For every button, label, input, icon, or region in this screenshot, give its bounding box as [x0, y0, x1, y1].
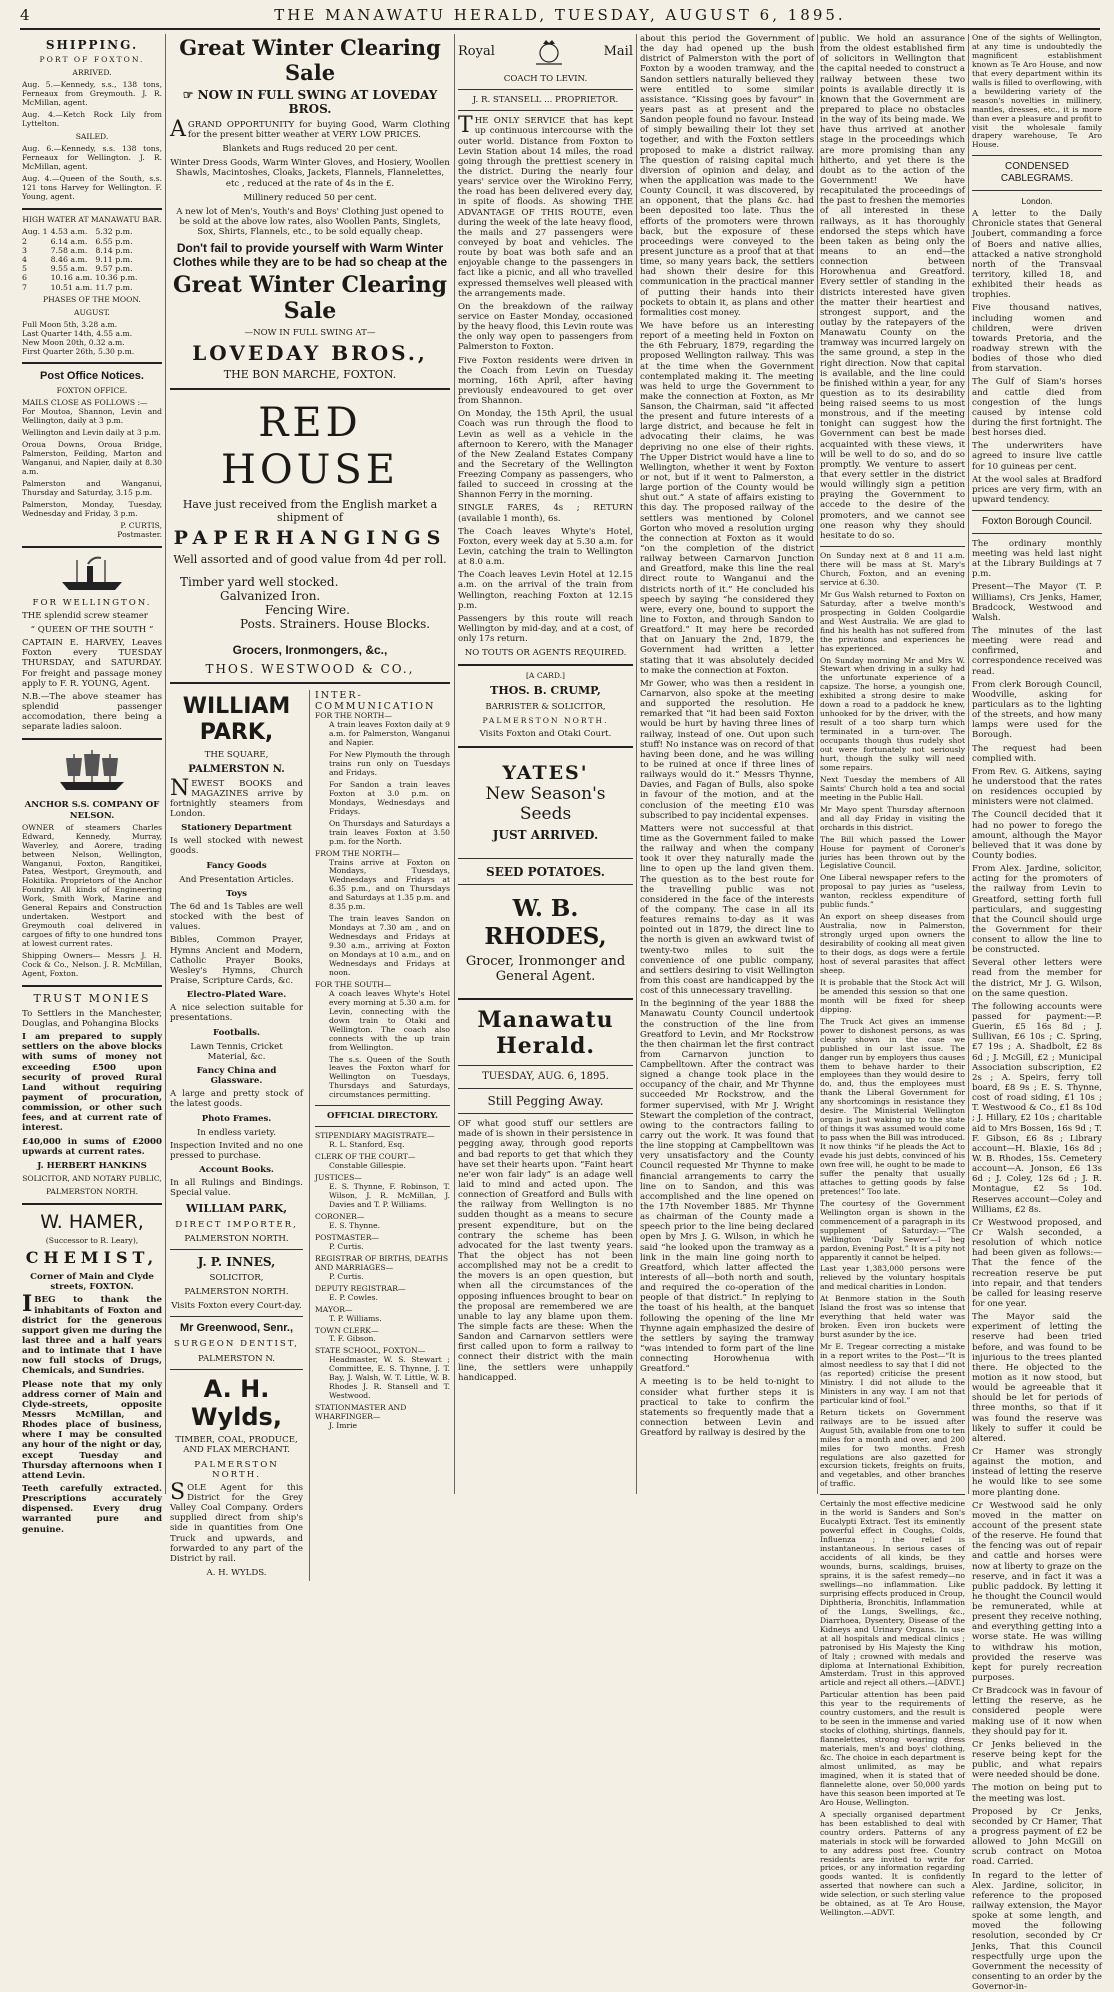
news-item: It is probable that the Stock Act will be amended this session so that one month will be fixed for sheep dipping.	[820, 977, 965, 1014]
trust-title: TRUST MONIES	[33, 991, 151, 1005]
red-house-line: Fencing Wire.	[265, 603, 350, 618]
divider	[458, 1113, 633, 1114]
post-office: FOXTON OFFICE.	[56, 386, 128, 396]
divider	[820, 546, 965, 547]
hankins-place: PALMERSTON NORTH.	[45, 1186, 139, 1196]
news-item: Return tickets on Government railways are to be issued after August 5th, available from one to ten miles for a month and over, and 200 miles for two months. Fresh regulations are also gazetted for excursion tickets, freights on fruits, and vegetables, and other branches of traffic.	[820, 1407, 965, 1489]
sale-line: Blankets and Rugs reduced 20 per cent.	[222, 144, 398, 155]
trust-body-3: £40,000 in sums of £2000 upwards at current rates.	[22, 1136, 162, 1157]
sailing-entry: Aug. 4.—Queen of the South, s.s. 121 tons Harvey for Wellington. F. Young, agent.	[22, 173, 162, 201]
park-section: Fancy Goods	[206, 860, 267, 871]
sale-title-2: Great Winter Clearing Sale	[173, 271, 447, 324]
divider	[315, 1126, 450, 1127]
table-row: 6 10.16 a.m. 10.36 p.m.	[22, 273, 138, 283]
news-item: On Sunday next at 8 and 11 a.m. there will be mass at St. Mary's Church, Foxton, and an evening service at 6.30.	[820, 551, 965, 587]
table-row: 2 6.14 a.m. 6.55 p.m.	[22, 236, 133, 246]
wellington-title: FOR WELLINGTON.	[32, 597, 152, 608]
news-item: The Bill which passed the Lower House for payment of Coroner's juries has been thrown out by the Legislative Council.	[820, 834, 965, 871]
park-section: Electro-Plated Ware.	[186, 990, 287, 1001]
directory-value: R. L. Stanford, Esq.	[329, 1140, 405, 1150]
sale-subtitle: ☞ NOW IN FULL SWING AT LOVEDAY BROS.	[182, 87, 438, 116]
divider	[22, 208, 162, 210]
masthead-title: THE MANAWATU HERALD, TUESDAY, AUGUST 6, 1895.	[274, 6, 846, 24]
park-text: Lawn Tennis, Cricket Material, &c.	[190, 1041, 283, 1062]
column-6	[972, 33, 1102, 1992]
red-house-title: RED HOUSE	[221, 400, 399, 494]
inter-entry: The train leaves Sandon on Mondays at 7.30 am , and on Wednesdays and Fridays at 9.30 a.m., arriving at Foxton on Mondays at 10 a.m., and on Wednesdays and Fridays at noon.	[329, 914, 450, 977]
herald-date: TUESDAY, AUG. 6, 1895.	[482, 1071, 609, 1083]
steamship-icon	[57, 554, 127, 594]
divider	[458, 664, 633, 666]
article-paragraph: In the beginning of the year 1888 the Manawatu County Council undertook the construction of the line from Greatford to Levin, and Mr Rockstrow the then chairman let the first contract from Carnarvon junction to Campbelltown. After the contract was signed a change took place in the occupancy of the chair, and Mr Thynne succeeded Mr Rockstrow, and the former supervised, with Mr J. Wright Stewart the completion of the contract, owing to the contractors failing to carry out the work. It was found that the line stopping at Campbelltown was very unsatisfactory and the County Council requested Mr Thynne to make financial arrangements to carry the line on to Sandon, and this was accomplished and the line opened on the 17th November 1885. Mr Thynne as chairman of the County made a speech prior to the line being declared open by Mrs J. G. Wilson, in which he said “he looked upon the tramway as a link in the main line going north to Greatford, which latter affected the interests of all—both north and south, and required the co-operation of the people of that district.” In replying to the toast of his health, at the banquet following the opening of the line Mr Thynne again emphasized the desire of the settlers by saying the tramway “was intended to form part of the line connecting Horowhenua with Greatford.”	[640, 999, 814, 1375]
directory-value: P. Curtis.	[329, 1271, 364, 1281]
column-rule	[636, 34, 637, 1494]
council-title: Foxton Borough Council.	[981, 516, 1093, 528]
news-item: At Benmore station in the South Island the frost was so intense that everything that held water was broken. Even iron buckets were burst asunder by the ice.	[820, 1294, 965, 1340]
advertisement-paragraph: Certainly the most effective medicine in the world is Sanders and Son's Eucalypti Extract. Test its eminently powerful effect in Coughs, Colds, Influenza ; the relief is instantaneous. In serious cases of accidents of all kinds, be they wounds, burns, scaldings, bruises, sprains, it is the safest remedy—no swellings—no inflammation. Like surprising effects produced in Croup, Diphtheria, Bronchitis, Inflammation of the Lungs, Swellings, &c., Diarrhoea, Dysentery, Disease of the Kidneys and Urinary Organs. In use at all hospitals and medical clinics ; patronised by His Majesty the King of Italy ; crowned with medals and diploma at International Exhibition, Amsterdam. Trust in this approved article and reject all others.—[ADVT.]	[820, 1499, 965, 1688]
council-item: Several other letters were read from the member for the district, Mr J. G. Wilson, on the same question.	[972, 958, 1102, 999]
coach-header	[458, 34, 633, 70]
divider	[972, 510, 1102, 511]
council-item: The following accounts were passed for payment:—P. Guerin, £5 16s 8d ; J. Sullivan, £6 10s ; C. Spring, £7 19s ; A. Shadbolt, £2 8s 6d ; J. McGill, £2 ; Municipal Association subscription, £2 2s ; A. Speirs, ferry toll board, £8 9s ; E. S. Thynne, cost of road siding, £1 10s ; T. Westwood & Co., £1 8s 10d ; J. Hillary, £2 10s ; charitable aid to Mrs Bossen, 16s 9d ; T. F. Gibson, £6 8s ; Library account—H. Blaxie, 16s 8d ; W. B. Rhodes, 15s. Cemetery account—A. Jonson, £6 13s 6d ; J. Coley, 12s 6d ; J. R. Montague, £2 5s 10d. Reserves account—Coley and Williams, £2 8s.	[972, 1001, 1102, 1215]
paperhangings: PAPERHANGINGS	[173, 527, 447, 550]
divider	[972, 533, 1102, 534]
divider	[820, 1494, 965, 1495]
park-section: Stationery Department	[181, 823, 292, 834]
article-paragraph: about this period the Government of the day had opened up the bush district of Palmerston with the port of Foxton by a wooden tramway, and the Sandon settlers naturally believed they were entitled to some similar assistance. “Kissing goes by favour” in years past as at present and the Sandon people found no favour. Instead of simply bewailing their lot they set together, and with the Foxton settlers proposed to make a district railway. The question of raising capital much diversion of opinion and delay, and when the application was made to the County Council, it was discovered, by an opponent, that the plans &c. had been deposited too late. Thus the efforts of the promoters were thrown back, but the exposure of these proceedings were conveyed to the present juncture as a proof that at that time, so many years back, the settlers had shown their desire for this communication in the practical manner of putting their hands into their pockets to obtain it, as plans and other formalities cost money.	[640, 34, 814, 318]
arrival-entry: Aug. 5.—Kennedy, s.s., 138 tons, Ferneaux from Greymouth. J. R. McMillan, agent.	[22, 80, 162, 107]
column-2	[170, 34, 450, 1578]
coach-fares: SINGLE FARES, 4s ; RETURN (available 1 month), 6s.	[458, 503, 633, 524]
inter-entry: The s.s. Queen of the South leaves the Foxton wharf for Wellington on Tuesdays, Thursdays and Saturdays, circumstances permitting.	[329, 1054, 450, 1100]
directory-role: CORONER—	[315, 1212, 365, 1222]
directory-role: TOWN CLERK—	[315, 1325, 379, 1335]
innes-role: SOLICITOR,	[209, 1272, 264, 1283]
arrival-entry: Aug. 4.—Ketch Rock Lily from Lyttelton.	[22, 109, 162, 128]
shipping-title: SHIPPING.	[45, 38, 139, 52]
hankins-role: SOLICITOR, AND NOTARY PUBLIC,	[22, 1174, 162, 1183]
sale-line: Winter Dress Goods, Warm Winter Gloves, and Hosiery, Woollen Shawls, Macintoshes, Cloaks, Jackets, Flannels, Flannelettes, etc , reduced at the rate of 4s in the £.	[170, 158, 450, 189]
sale-title: Great Winter Clearing Sale	[179, 35, 441, 85]
greenwood-role: SURGEON DENTIST,	[174, 1339, 299, 1350]
council-item: From clerk Borough Council, Woodville, asking for particulars as to the lighting of the streets, and how many lamps were used for the Borough.	[972, 679, 1102, 741]
directory-value: E. P. Cowles.	[329, 1292, 378, 1302]
park-town-2: PALMERSTON NORTH.	[184, 1233, 289, 1244]
directory-value: E. S. Thynne.	[329, 1221, 381, 1230]
council-item: Cr Bradcock was in favour of letting the reserve, as he considered people were making use of it now when they should pay for it.	[972, 1686, 1102, 1737]
inter-title: INTER-COMMUNICATION	[315, 689, 436, 712]
directory-role: REGISTRAR OF BIRTHS, DEATHS AND MARRIAGES—	[315, 1253, 449, 1272]
royal-crest-icon	[532, 38, 566, 66]
wylds-town: PALMERSTON NORTH.	[194, 1459, 279, 1480]
coach-proprietor: J. R. STANSELL ... PROPRIETOR.	[472, 95, 619, 106]
park-section: Toys	[226, 888, 247, 899]
red-house-line: Have just received from the English market a shipment of	[182, 497, 438, 524]
sale-line: Millinery reduced 50 per cent.	[243, 192, 377, 203]
innes-note: Visits Foxton every Court-day.	[171, 1301, 302, 1312]
column-rule	[454, 34, 455, 1494]
column-4	[640, 34, 814, 1494]
park-section: Account Books.	[199, 1165, 274, 1176]
mail-entry: For Moutoa, Shannon, Levin and Wellington, daily at 3 p.m.	[22, 407, 162, 426]
red-house-line: Well assorted and of good value from 4d per roll.	[173, 552, 447, 566]
hamer-address: Corner of Main and Clyde streets, FOXTON.	[30, 1272, 154, 1293]
sailing-ship-icon	[52, 746, 132, 796]
divider	[458, 746, 633, 748]
moon-heading: PHASES OF THE MOON.	[43, 294, 141, 304]
inter-entry: For Sandon a train leaves Foxton at 3.0 p.m. on Mondays, Wednesdays and Fridays.	[329, 779, 450, 816]
divider	[170, 1249, 303, 1250]
moon-phase: Full Moon 5th, 3.28 a.m.	[22, 319, 118, 329]
divider	[170, 1369, 303, 1370]
innes-name: J. P. INNES,	[197, 1254, 276, 1269]
loveday-firm: LOVEDAY BROS.,	[192, 340, 428, 365]
park-text: NEWEST BOOKS and MAGAZINES arrive by fortnightly steamers from London.	[170, 775, 304, 820]
council-item: Proposed by Cr Jenks, seconded by Cr Hamer, That a progress payment of £2 be allowed to John McGill on scrub contract on Motoa road. Carried.	[972, 1806, 1102, 1868]
coach-touts: NO TOUTS OR AGENTS REQUIRED.	[464, 648, 627, 659]
council-item: The motion on being put to the meeting was lost.	[972, 1783, 1102, 1804]
yates-arrived: JUST ARRIVED.	[492, 828, 599, 843]
council-item: Cr Westwood proposed, and Cr Walsh seconded, a resolution of which notice had been given as follows:—That the fence of the recreation reserve be put into repair, and that tenders be called for leasing reserve for one year.	[972, 1217, 1102, 1309]
divider	[458, 998, 633, 1000]
mail-entry: Palmerston and Wanganui, Thursday and Saturday, 3.15 p.m.	[22, 479, 162, 497]
coach-body: Five Foxton residents were driven in the Coach from Levin on Tuesday morning, 16th April, after having previously endeavoured to get over from Shannon.	[458, 355, 633, 407]
yates-brand: YATES'	[502, 761, 589, 784]
rhodes-firm: W. B. RHODES,	[484, 895, 607, 950]
council-item: The ordinary monthly meeting was held last night at the Library Buildings at 7 p.m.	[972, 538, 1102, 580]
inter-heading: FROM THE NORTH—	[315, 848, 400, 858]
mails-heading: MAILS CLOSE AS FOLLOWS :—	[22, 398, 148, 408]
yates-line: New Season's Seeds	[485, 784, 606, 825]
hamer-body: IBEG to thank the inhabitants of Foxton and district for the generous support given me during the last three and a half years and to intimate that I have now full stocks of Drugs, Chemicals, and Sundries.	[22, 1291, 162, 1377]
seed-potatoes: SEED POTATOES.	[486, 865, 605, 880]
news-item: Next Tuesday the members of All Saints' Church hold a tea and social meeting in the Public Hall.	[820, 774, 965, 802]
coach-royal: Royal	[458, 44, 495, 60]
arrived-heading: ARRIVED.	[72, 68, 112, 78]
coach-mail: Mail	[603, 44, 633, 60]
westwood-firm: THOS. WESTWOOD & CO.,	[205, 661, 415, 676]
crump-note: Visits Foxton and Otaki Court.	[479, 729, 612, 740]
news-item: One Liberal newspaper refers to the proposal to pay juries as “useless, wanton, reckless expenditure of public funds.”	[820, 873, 965, 910]
hamer-trade: CHEMIST,	[25, 1248, 159, 1268]
council-item: Cr Westwood said he only moved in the matter on account of the present state of the reserve. He found that the fencing was out of repair and cattle and horses were now at liberty to graze on the reserve, and in fact it was a public paddock. By letting it he thought the Council would be remunerated, while at present they receive nothing, and everything getting into a worse state. He was willing to withdraw his motion, provided the reserve was kept for purely recreation purposes.	[972, 1500, 1102, 1684]
masthead	[20, 2, 1100, 30]
te-aro-notice: One of the sights of Wellington, at any time is undoubtedly the magnificent establishment known as Te Aro House, and now that every department within its walls is filled to overflowing, with a bewildering variety of the season's novelties in millinery, mantles, dresses, etc., it is more than ever a pleasure and profit to visit the wholesale family drapery warehouse, Te Aro House.	[972, 33, 1102, 150]
hankins-name: J. HERBERT HANKINS	[37, 1160, 147, 1171]
mail-entry: Wellington and Levin daily at 3 p.m.	[22, 428, 161, 438]
moon-phase: New Moon 20th, 0.32 a.m.	[22, 337, 125, 347]
red-house-line: Galvanized Iron.	[220, 589, 321, 604]
cable-item: The underwriters have agreed to insure live cattle for 10 guineas per cent.	[972, 441, 1102, 472]
park-text: A nice selection suitable for presentations.	[170, 1003, 304, 1024]
loveday-store: THE BON MARCHE, FOXTON.	[223, 368, 397, 382]
park-text: In all Rulings and Bindings. Special value.	[170, 1178, 304, 1199]
divider	[458, 89, 633, 90]
column-5	[820, 34, 965, 1918]
wellington-body: CAPTAIN E. HARVEY, Leaves Foxton every TUESDAY THURSDAY, and SATURDAY. For freight and passage money apply to F. R. YOUNG, Agent.	[22, 638, 162, 689]
news-item: An export on sheep diseases from Australia, now in Palmerston, strongly urged upon owners the desirability of cooking all meat given to their dogs, as dogs were a fertile host of several parasites that affect sheep.	[820, 912, 965, 975]
trust-body-2: I am prepared to supply settlers on the above blocks with sums of money not exceeding £500 upon security of proved Rural Land without requiring payment of procuration, commission, or other such fees, and at current rate of interest.	[22, 1032, 162, 1134]
directory-role: CLERK OF THE COURT—	[315, 1152, 416, 1162]
divider	[22, 985, 162, 987]
divider	[458, 884, 633, 885]
wylds-sign: A. H. WYLDS.	[206, 1567, 267, 1578]
mail-entry: Palmerston, Monday, Tuesday, Wednesday and Friday, 3 p.m.	[22, 499, 162, 518]
inter-entry: For New Plymouth the through trains run only on Tuesdays and Fridays.	[329, 750, 450, 777]
cable-item: Five thousand natives, including women and children, were driven towards Pretoria, and the roadway strewn with the bodies of those who died from starvation.	[972, 303, 1102, 375]
directory-value: P. Curtis.	[329, 1241, 364, 1251]
news-item: Mr Gus Walsh returned to Foxton on Saturday, after a twelve month's prospecting in Golden Coolgardie and West Australia. We are glad to find his health has not suffered from the privations and experiences he has experienced.	[820, 589, 965, 653]
cable-item: At the wool sales at Bradford prices are very firm, with an upward tendency.	[972, 474, 1102, 505]
council-item: The Council decided that it had no power to forego the amount, although the Mayor believed that it was done by County bodies.	[972, 810, 1102, 861]
crump-role: BARRISTER & SOLICITOR,	[485, 702, 606, 713]
divider	[972, 155, 1102, 156]
divider	[22, 546, 162, 548]
divider	[22, 738, 162, 740]
two-col-block	[170, 690, 450, 1581]
park-text: And Presentation Articles.	[179, 874, 294, 885]
mail-entry: Oroua Downs, Oroua Bridge, Palmerston, Feilding, Marton and Wanganui, and Napier, daily at 8.30 a.m.	[22, 440, 162, 477]
divider	[170, 1316, 303, 1317]
inter-entry: A coach leaves Whyte's Hotel every morning at 5.30 a.m. for Levin, connecting with the down train to Otaki and Wellington. The coach also connects with the up train from Wellington.	[329, 988, 450, 1052]
council-item: Cr Jenks believed in the reserve being kept for the public, and what repairs were needed should be done.	[972, 1739, 1102, 1781]
directory-role: MAYOR—	[315, 1304, 353, 1314]
coach-body: The Coach leaves Whyte's Hotel, Foxton, every week day at 5.30 a.m. for Levin, catching the train to Wellington at 8.0 a.m.	[458, 526, 633, 568]
leader-headline: Still Pegging Away.	[487, 1094, 604, 1109]
table-row: 5 9.55 a.m. 9.57 p.m.	[22, 264, 133, 274]
innes-town: PALMERSTON NORTH.	[184, 1287, 289, 1298]
red-house-line: Posts. Strainers. House Blocks.	[240, 617, 431, 632]
red-house-line: Timber yard well stocked.	[180, 574, 339, 589]
directory-value: Headmaster, W. S. Stewart ; Committee, E. S. Thynne, J. T. Bay, J. Walsh, W. T. Little, W. B. Rhodes J. R. Stansell and T. Westwood.	[329, 1355, 450, 1401]
hamer-name: W. HAMER,	[40, 1210, 144, 1233]
park-text: A large and pretty stock of the latest goods.	[170, 1089, 304, 1110]
cable-item: A letter to the Daily Chronicle states that General Joubert, commanding a force of Boers and native allies, attacked a native stronghold north of the Transvaal territory, killed 18, and exhibited their heads as trophies.	[972, 209, 1102, 301]
leader-body: OF what good stuff our settlers are made of is shown in their persistence in pegging away, through good reports and bad reports to get that which they have set their hearts upon. “Faint heart ne'er won fair lady” is an adage well laid to mind and acted upon. The connection of Greatford and Bulls with the railway from Wellington is no sudden thought as a means to secure present expenditure, but on the contrary the scheme has been advocated for the last twenty years. That the object has not been accomplished may not be a credit to the movers is an open question, but when all the circumstances of the opposing influences brought to bear on the proposal are remembered we are unable to lay any blame upon them. The simple facts are these: When the Sandon and Carnarvon settlers were first called upon to form a railway to connect their district with the main line, the settlers were unhappily handicapped.	[458, 1119, 633, 1383]
column-rule	[968, 34, 969, 1494]
council-item: From Alex. Jardine, solicitor, acting for the promoters of the railway from Levin to Greatford, setting forth full particulars, and suggesting that the Council should urge the Government for their consent to allow the line to be constructed.	[972, 864, 1102, 956]
inter-heading: FOR THE NORTH—	[315, 711, 393, 721]
park-text: Inspection Invited and no one pressed to purchase.	[170, 1140, 304, 1161]
crump-name: THOS. B. CRUMP,	[490, 684, 601, 698]
news-item: Mr Mayo spent Thursday afternoon and all day Friday in visiting the orchards in this district.	[820, 804, 965, 832]
park-section: Footballs.	[213, 1027, 261, 1038]
park-text: Is well stocked with newest goods.	[170, 836, 304, 857]
pointing-hand-icon: ☞	[182, 87, 198, 102]
table-row: Aug. 1 4.53 a.m. 5.32 p.m.	[22, 227, 133, 237]
anchor-body: OWNER of steamers Charles Edward, Kennedy, Murray, Waverley, and Aorere, trading between Nelson, Wellington, Wanganui, Foxton, Rangitikei, Patea, Westport, Greymouth, and Hokitika. Proprietors of the Anchor Foundry. All kinds of Engineering Work, Smith Work, Marine and General Repairs and Construction undertaken. Westport and Greymouth coal delivered in cargoes of fifty to one hundred tons at lowest current rates.	[22, 822, 162, 949]
hamer-body-2: Please note that my only address corner of Main and Clyde-streets, opposite Messrs McMillan, and Rhodes place of business, where I may be consulted any hour of the night or day, except Tuesday and Thursday afternoons when I attend Levin.	[22, 1379, 162, 1481]
cable-item: The Gulf of Siam's horses and cattle died from congestion of the lungs caused by intense cold during the first fortnight. The best horses died.	[972, 377, 1102, 439]
article-paragraph: We have before us an interesting report of a meeting held in Foxton on the 6th February, 1879, regarding the proposed Wellington railway. This was at the time when the Government contemplated making it. The meeting was held to urge the Government to make the connection at Foxton, as Mr Sanson, the Chairman, said “it affected the present and future interests of a large district, and because he felt in advocating their claims, he was depriving no one else of their rights. The Upper District would have a line to Wellington, whether it went by Foxton or not, but if it went to Palmerston, a large portion of the County would be shut out.” A state of affairs existing to this day. The proposed railway of the settlers was mentioned by Colonel Gorton who moved a resolution urging the connection at Foxton as it would “on the completion of the district railway between Carnarvon Junction and Greatford, make this line the real direct route to Wanganui and the districts north of it.” He concluded his speech by saying “he considered they were, every one, bound to support the line to Foxton, and through Sandon to Greatford.” It may here be recorded that on January the 2nd, 1879, the Government had written a letter stating that it was absolutely decided to make the connection at Foxton.	[640, 320, 814, 676]
council-item: The request had been complied with.	[972, 743, 1102, 764]
directory-value: T. F. Gibson.	[329, 1334, 376, 1344]
divider	[22, 1203, 162, 1205]
coach-body: On the breakdown of the railway service on Easter Monday, occasioned by the heavy flood, this Levin route was the only way open to passengers from Palmerston to Foxton.	[458, 301, 633, 353]
sailed-heading: SAILED.	[75, 131, 109, 141]
directory-role: POSTMASTER—	[315, 1232, 379, 1242]
sale-subtitle-2: —NOW IN FULL SWING AT—	[244, 328, 376, 339]
coach-body: On Monday, the 15th April, the usual Coach was run through the flood to Levin as well as a vehicle in the afternoon to Kerero, with the Manager of the New Zealand Estates Company and the Secretary of the Wellington Freezing Company as passengers, who failed to succeed in crossing at the Shannon Ferry in the morning.	[458, 409, 633, 501]
divider	[22, 362, 162, 364]
anchor-owners: Shipping Owners— Messrs J. H. Cock & Co., Nelson. J. R. McMillan, Agent, Foxton.	[22, 951, 162, 978]
directory-value: E. S. Thynne, F. Robinson, T. Wilson, J. R. McMillan, J. Davies and T. P. Williams.	[329, 1182, 450, 1210]
divider	[458, 1088, 633, 1089]
divider	[170, 682, 450, 684]
divider	[458, 858, 633, 859]
advertisement-paragraph: Particular attention has been paid this year to the requirements of country customers, and the result is to be seen in the immense and varied stocks of clothing, shirtings, flannels, flannelettes, strong wearing dress materials, men's and boys' clothing, &c. The choice in each department is almost unlimited, as may be imagined, when it is stated that of flannelette alone, over 50,000 yards have this season been imported at Te Aro House, Wellington.	[820, 1690, 965, 1807]
article-paragraph: A meeting is to be held to-night to consider what further steps it is practical to take to confirm the statements so frequently made that a connection between Levin and Greatford by railway is desired by the	[640, 1377, 814, 1439]
column-rule	[817, 34, 818, 1494]
park-name-2: WILLIAM PARK,	[185, 1201, 288, 1215]
wellington-lead: THE splendid screw steamer	[22, 610, 148, 621]
council-item: Cr Hamer was strongly against the motion, and instead of letting the reserve he would like to see some more planting done.	[972, 1446, 1102, 1498]
article-paragraph: Mr Gower, who was then a resident in Carnarvon, also spoke at the meeting and supported the resolution. He remarked that “it had been said Foxton would be hurt by having three lines of railway, instead of one. Out upon such stuff! No instance was on record of that having been done, and he was willing to be ruined at once if three lines of railways would do it.” Messrs Thynne, Davies, and Fagan of Bulls, also spoke in favour of the motion, and at the conclusion of the meeting £10 was subscribed to pay incidental expenses.	[640, 678, 814, 821]
table-row: 4 8.46 a.m. 9.11 p.m.	[22, 255, 133, 265]
rhodes-trade: Grocer, Ironmonger and General Agent.	[465, 953, 626, 984]
directory-role: STATIONMASTER AND WHARFINGER—	[315, 1403, 407, 1422]
wylds-body: SOLE Agent for this District for the Grey Valley Coal Company. Orders supplied direct from ship's side in quantities from One Truck and upwards, and forwarded to any part of the District by rail.	[170, 1479, 304, 1564]
directory-value: T. P. Williams.	[329, 1313, 382, 1323]
park-town: PALMERSTON N.	[188, 763, 285, 775]
council-item: The minutes of the last meeting were read and confirmed, and correspondence received was read.	[972, 625, 1102, 677]
shipping-port: PORT OF FOXTON.	[39, 55, 145, 65]
divider	[170, 388, 450, 390]
trust-body: To Settlers in the Manchester, Douglas, and Pohangina Blocks	[22, 1008, 162, 1030]
advertisement-paragraph: A specially organised department has been established to deal with country orders. Patterns of any materials in stock will be forwarded to any address post free. Country residents are invited to write for prices, or any information regarding goods wanted. It is confidently asserted that nowhere can such a wide selection, or such sterling value be obtained, as at Te Aro House, Wellington.—ADVT.	[820, 1809, 965, 1918]
park-ad	[170, 690, 303, 1581]
park-text: In endless variety.	[197, 1127, 276, 1138]
divider	[458, 1065, 633, 1066]
moon-phase: Last Quarter 14th, 4.55 a.m.	[22, 328, 133, 338]
intercommunication	[309, 690, 450, 1581]
park-role: DIRECT IMPORTER,	[175, 1219, 298, 1230]
table-row: 7 10.51 a.m. 11.7 p.m.	[22, 282, 133, 292]
sailing-entry: Aug. 6.—Kennedy, s.s. 138 tons, Ferneaux for Wellington. J. R. McMillan, agent.	[22, 143, 162, 171]
park-text: Bibles, Common Prayer, Hymns Ancient and Modern, Catholic Prayer Books, Wesley's Hymns, Church Praise, Scripture Cards, &c.	[170, 935, 304, 987]
column-rule	[165, 34, 166, 1494]
wylds-trade: TIMBER, COAL, PRODUCE, AND FLAX MERCHANT.	[175, 1435, 298, 1456]
table-row: 3 7.58 a.m. 8.14 p.m.	[22, 245, 133, 255]
greenwood-name: Mr Greenwood, Senr.,	[179, 1322, 294, 1335]
crump-card: [A CARD.]	[525, 671, 566, 681]
coach-body: THE ONLY SERVICE that has kept up continuous intercourse with the outer world. Distance from Foxton to Levin Station about 14 miles, the road going through the prettiest scenery in the district. During the nearly four years' service over the Wirokino Ferry, the road has been delivered every day, in spite of floods. As showing THE ADVANTAGE OF THIS ROUTE, even during the week of the late heavy flood, the mails and 27 passengers were conveyed by boat and vehicles. The route by boat was both safe and an enjoyable change to the passengers in fact like a picnic, and all who travelled expressed themselves well pleased with the arrangements made.	[458, 113, 633, 299]
moon-phase: First Quarter 26th, 5.30 p.m.	[22, 346, 135, 356]
page-number: 4	[20, 6, 30, 24]
post-title: Post Office Notices.	[40, 370, 144, 383]
directory-title: OFFICIAL DIRECTORY.	[326, 1111, 439, 1122]
column-1	[22, 34, 162, 1535]
directory-role: JUSTICES—	[315, 1173, 362, 1183]
red-house-trade: Grocers, Ironmongers, &c.,	[232, 643, 388, 658]
council-item: In regard to the letter of Alex. Jardine, solicitor, in reference to the proposed railway extension, the Mayor spoke at some length, and moved the following resolution, seconded by Cr Jenks, That this Council respectfully urge upon the Government the necessity of consenting to an order by the Governor-in-	[972, 1870, 1102, 1992]
directory-value: Constable Gillespie.	[329, 1161, 406, 1171]
coach-to: COACH TO LEVIN.	[503, 74, 588, 84]
inter-heading: FOR THE SOUTH—	[315, 979, 392, 989]
divider	[972, 190, 1102, 191]
council-item: Present—The Mayor (T. P. Williams), Crs Jenks, Hamer, Bradcock, Westwood and Walsh.	[972, 582, 1102, 623]
herald-masthead: Manawatu Herald.	[477, 1007, 614, 1060]
directory-role: STATE SCHOOL, FOXTON—	[315, 1346, 426, 1356]
wellington-note: N.B.—The above steamer has splendid passenger accomodation, there being a separate ladies saloon.	[22, 691, 162, 733]
article-paragraph: Matters were not successful at that time as the Government failed to make the railway and when the company took it over they naturally made the line to open up the land given them. The question as to the best route for the travelling public was not considered in the face of the interests of the company. The case in all its features remains to-day as it was pointed out in 1879, the direct line to the north is given an awkward twist of twenty-two miles to suit the convenience of one public company, and settlers desiring to visit Wellington from this coast are handicapped by the cost of this unnecessary travelling.	[640, 823, 814, 997]
park-text: The 6d and 1s Tables are well stocked with the best of values.	[170, 902, 304, 933]
crump-town: PALMERSTON NORTH.	[482, 715, 609, 725]
news-item: On Sunday morning Mr and Mrs W. Stewart when driving in a sulky had the unfortunate experience of a capsize. The horse, a youngish one, exhibited a strong desire to make down a road to a paddock he knew, unhooked for by the driver, with the result of a too sharp turn which terminated in a turn-over. The occupants though thus rudely shot out were fortunately not seriously hurt, though the sulky will need some repairs.	[820, 655, 965, 772]
moon-month: AUGUST.	[74, 307, 110, 317]
news-item: The courtesy of the Government Wellington organ is shown in the commencement of a paragraph in its supplement of Saturday:—“The Wellington ‘Daily Sewer’—I beg pardon, Evening Post.” It is a pity not apparently it cannot be helped.	[820, 1198, 965, 1262]
directory-value: J. Imrie	[329, 1421, 358, 1431]
park-name: WILLIAM PARK,	[182, 693, 291, 745]
council-item: From Rev. G. Aitkens, saying he understood that the rates on residences occupied by ministers were not claimed.	[972, 766, 1102, 808]
hamer-body-3: Teeth carefully extracted. Prescriptions accurately dispensed. Every drug warranted pure and genuine.	[22, 1483, 162, 1535]
coach-body: Passengers by this route will reach Wellington by mid-day, and at a cost, of only 17s return.	[458, 613, 633, 645]
sale-line: A new lot of Men's, Youth's and Boys' Clothing just opened to be sold at the above low rates, also Woollen Pants, Singlets, Sox, Shirts, Flannels, etc., to be sold equally cheap.	[176, 206, 444, 238]
inter-entry: On Thursdays and Saturdays a train leaves Foxton at 3.50 p.m. for the North.	[329, 818, 450, 846]
park-section: Photo Frames.	[201, 1113, 272, 1124]
postmaster-name: P. CURTIS,	[120, 520, 162, 530]
wylds-name: A. H. Wylds,	[191, 1374, 282, 1431]
park-street: THE SQUARE,	[204, 749, 269, 760]
divider	[458, 110, 633, 111]
park-section: Fancy China and Glassware.	[196, 1066, 277, 1087]
ship-name: “ QUEEN OF THE SOUTH ”	[30, 625, 154, 636]
cablegrams-title: CONDENSED CABLEGRAMS.	[1000, 161, 1074, 185]
london-heading: London.	[1021, 195, 1053, 206]
sale-cta: Don't fail to provide yourself with Warm Winter Clothes while they are to be had so cheap at the	[172, 241, 448, 270]
anchor-title: ANCHOR S.S. COMPANY OF NELSON.	[24, 800, 160, 821]
article-paragraph: public. We hold an assurance from the oldest established firm of solicitors in Wellington that the capital needed to construct a railway between these two points is available directly it is known that the Government are prepared to place no obstacles in the way of its being made. We have thus arrived at another stage in the proceedings which are more promising than any hitherto, and yet there is the doubt as to the action of the Government! We have recapitulated the proceedings of the past to freshen the memories of all interested in these railways, as it has thoroughly endorsed the steps which have been taken as being only the means to an end—the connection between Horowhenua and Greatford. Every settler of standing in the districts interested have given the matter their heartiest and strongest support, and the outlay by the ratepayers of the Manawatu County on the tramway was incurred largely on the same ground, a step in the right direction. Now that capital is available, and the line could be finished within a year, for any question as to its desirability being raised seems to us most monstrous, and if the meeting tonight can suggest how the Government can best be made acquainted with these views, it will be well to do so, and do so promptly. We venture to assert that every settler in the district would willingly sign a petition praying the Government to accede to the desire of the promoters, and we cannot see one reason why they should hesitate to do so.	[820, 34, 965, 541]
hamer-successor: (Successor to R. Leary),	[45, 1236, 139, 1246]
inter-entry: Trains arrive at Foxton on Mondays, Tuesdays, Wednesdays and Fridays at 6.35 p.m., and on Thursdays and Saturdays at 1.35 p.m. and 8.35 p.m.	[329, 857, 450, 912]
divider	[315, 1105, 450, 1106]
tides-title: HIGH WATER AT MANAWATU BAR.	[22, 214, 162, 224]
news-item: The Truck Act gives an immense power to dishonest persons, as was clearly shown in the case we published in our last issue. The danger run by employers thus causes them to behave harder to their employees than they would desire to do, and, thus the employees must thank the Liberal Government for any shortcomings in resistance they desire. The Ministerial Wellington organ is just waking up to the state of things it was assumed would come to pass when the Bill was introduced. It now thinks “if he pleads the Act to evade his just debts, convinced of his own free will, he ought to be made to suffer the penalty that usually attaches to getting goods by false pretences!” Too late.	[820, 1016, 965, 1196]
news-item: Mr E. Tregear correcting a mistake in a report writes to the Post—“It is almost needless to say that I did not (as reported) criticise the present Ministry. I did not allude to the Ministers in any way. I am not that particular kind of fool.”	[820, 1342, 965, 1405]
inter-entry: A train leaves Foxton daily at 9 a.m. for Palmerston, Wanganui and Napier.	[329, 720, 450, 748]
coach-body: The Coach leaves Levin Hotel at 12.15 a.m. on the arrival of the train from Wellington, reaching Foxton at 12.15 p.m.	[458, 570, 633, 611]
council-item: The Mayor said the experiment of letting the reserve had been tried before, and was found to be injurious to the trees planted there. He objected to the motion as it now stood, but would be agreeable that it should be let for periods of three months, so that if it was found the reserve was likely to suffer it could be altered.	[972, 1312, 1102, 1444]
directory-role: DEPUTY REGISTRAR—	[315, 1283, 406, 1293]
news-item: Last year 1,383,000 persons were relieved by the voluntary hospitals and medical charities in London.	[820, 1264, 965, 1292]
postmaster-title: Postmaster.	[117, 529, 162, 539]
sale-intro: AGRAND OPPORTUNITY for buying Good, Warm Clothing for the present bitter weather at VERY LOW PRICES.	[170, 116, 450, 142]
tide-table	[22, 227, 141, 291]
greenwood-town: PALMERSTON N.	[197, 1353, 276, 1364]
column-3	[458, 34, 633, 1494]
directory-role: STIPENDIARY MAGISTRATE—	[315, 1131, 435, 1141]
